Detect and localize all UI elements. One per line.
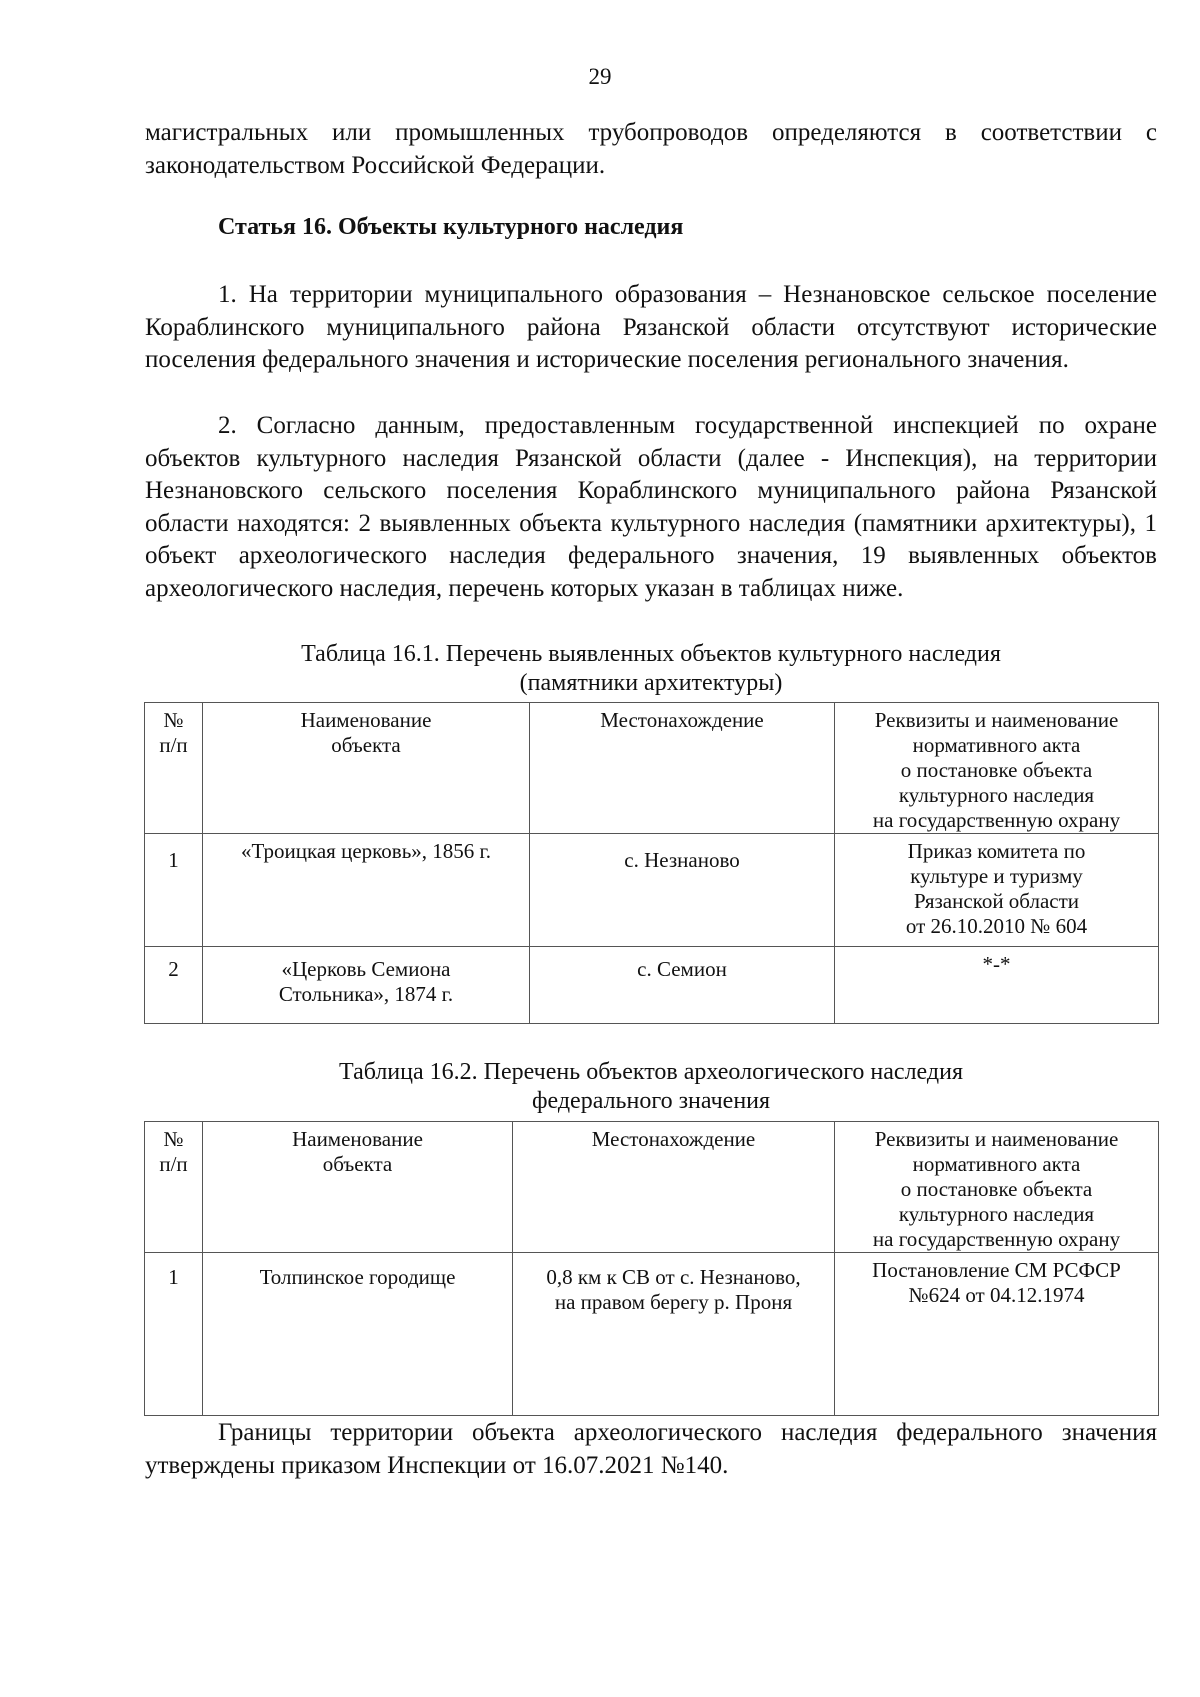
row-requisites: *-* <box>835 947 1159 1024</box>
header-number: № п/п <box>145 1122 203 1253</box>
row-location: с. Семион <box>530 947 835 1024</box>
row-requisites: Приказ комитета по культуре и туризму Рязанской области от 26.10.2010 № 604 <box>835 834 1159 947</box>
table-1-caption-line-2: (памятники архитектуры) <box>519 670 783 696</box>
row-requisites: Постановление СМ РСФСР №624 от 04.12.1974 <box>835 1253 1159 1416</box>
table-row <box>145 834 1159 947</box>
header-location: Местонахождение <box>530 703 835 834</box>
row-name: «Троицкая церковь», 1856 г. <box>203 834 530 947</box>
header-requisites: Реквизиты и наименование нормативного акта о постановке объекта культурного наследия на государственную охрану <box>835 1122 1159 1253</box>
page-number: 29 <box>588 64 612 89</box>
header-number: № п/п <box>145 703 203 834</box>
table-header-row <box>145 1122 1159 1253</box>
row-name: Толпинское городище <box>203 1253 513 1416</box>
header-name: Наименование объекта <box>203 703 530 834</box>
table-2-caption-line-1: Таблица 16.2. Перечень объектов археологического наследия <box>339 1059 963 1085</box>
header-requisites: Реквизиты и наименование нормативного акта о постановке объекта культурного наследия на государственную охрану <box>835 703 1159 834</box>
row-location: с. Незнаново <box>530 834 835 947</box>
closing-paragraph: Границы территории объекта археологического наследия федерального значения утверждены приказом Инспекции от 16.07.2021 №140. <box>145 1419 1157 1479</box>
paragraph-continuation: магистральных или промышленных трубопроводов определяются в соответствии с законодательством Российской Федерации. <box>145 119 1157 179</box>
header-location: Местонахождение <box>513 1122 835 1253</box>
row-number: 1 <box>145 1253 203 1416</box>
table-header-row <box>145 703 1159 834</box>
paragraph-2: 2. Согласно данным, предоставленным государственной инспекцией по охране объектов культурного наследия Рязанской области (далее - Инспекция), на территории Незнановского сельского поселения Кораблинского муниципального района Рязанской области находятся: 2 выявленных объекта культурного наследия (памятники архитектуры), 1 объект археологического наследия федерального значения, 19 выявленных объектов археологического наследия, перечень которых указан в таблицах ниже. <box>145 412 1157 602</box>
table-row <box>145 947 1159 1024</box>
row-name: «Церковь Семиона Стольника», 1874 г. <box>203 947 530 1024</box>
row-number: 1 <box>145 834 203 947</box>
paragraph-1: 1. На территории муниципального образования – Незнановское сельское поселение Кораблинского муниципального района Рязанской области отсутствуют исторические поселения федерального значения и исторические поселения регионального значения. <box>145 281 1157 374</box>
table-architecture-monuments <box>144 702 1159 1024</box>
row-location: 0,8 км к СВ от с. Незнаново, на правом берегу р. Проня <box>513 1253 835 1416</box>
table-archaeological-heritage <box>144 1121 1159 1416</box>
table-2-caption-line-2: федерального значения <box>531 1088 771 1114</box>
row-number: 2 <box>145 947 203 1024</box>
article-heading: Статья 16. Объекты культурного наследия <box>218 214 684 240</box>
table-1-caption-line-1: Таблица 16.1. Перечень выявленных объектов культурного наследия <box>301 641 1001 667</box>
table-1-caption <box>145 640 1157 698</box>
table-row <box>145 1253 1159 1416</box>
table-2-caption <box>145 1058 1157 1116</box>
header-name: Наименование объекта <box>203 1122 513 1253</box>
